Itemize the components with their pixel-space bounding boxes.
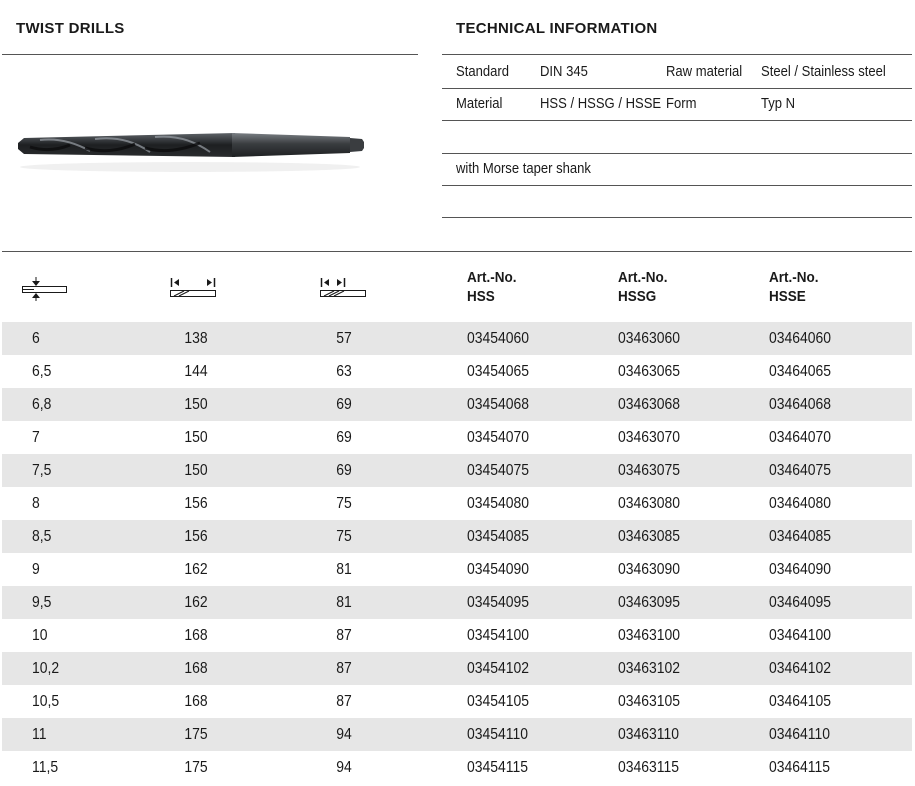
table-row (2, 652, 912, 685)
flute-length-cell: 87 (336, 693, 352, 710)
form-value: Typ N (761, 96, 796, 112)
flute-length-cell: 75 (336, 528, 352, 545)
raw-material-label: Raw material (666, 64, 743, 80)
diameter-cell: 11 (32, 726, 47, 743)
art-no-hssg-cell: 03463105 (618, 693, 681, 710)
art-no-hssg-cell: 03463065 (618, 363, 681, 380)
diameter-icon (22, 276, 70, 307)
total-length-cell: 150 (184, 429, 208, 446)
flute-length-cell: 94 (336, 759, 352, 776)
column-header-line: Art.-No. (769, 269, 819, 286)
art-no-hsse-cell: 03464102 (769, 660, 832, 677)
table-row (2, 322, 912, 355)
art-no-hss-cell: 03454090 (467, 561, 530, 578)
art-no-hss-cell: 03454100 (467, 627, 530, 644)
divider (2, 251, 912, 252)
standard-label: Standard (456, 64, 509, 80)
total-length-cell: 168 (184, 660, 208, 677)
art-no-hssg-cell: 03463060 (618, 330, 681, 347)
form-label: Form (666, 96, 697, 112)
column-header-hss (467, 268, 517, 306)
column-header-line: HSS (467, 288, 495, 305)
column-header-hssg (618, 268, 668, 306)
art-no-hsse-cell: 03464105 (769, 693, 832, 710)
art-no-hss-cell: 03454068 (467, 396, 530, 413)
divider (442, 120, 912, 121)
art-no-hssg-cell: 03463115 (618, 759, 680, 776)
table-row (2, 718, 912, 751)
diameter-cell: 10,5 (32, 693, 60, 710)
art-no-hsse-cell: 03464075 (769, 462, 832, 479)
art-no-hss-cell: 03454065 (467, 363, 530, 380)
flute-length-icon (320, 276, 368, 307)
art-no-hss-cell: 03454075 (467, 462, 530, 479)
diameter-cell: 7 (32, 429, 40, 446)
art-no-hss-cell: 03454095 (467, 594, 530, 611)
column-header-line: HSSE (769, 288, 806, 305)
art-no-hsse-cell: 03464110 (769, 726, 831, 743)
total-length-cell: 175 (184, 726, 208, 743)
material-label: Material (456, 96, 503, 112)
art-no-hss-cell: 03454102 (467, 660, 530, 677)
total-length-cell: 138 (184, 330, 208, 347)
diameter-cell: 11,5 (32, 759, 59, 776)
art-no-hsse-cell: 03464065 (769, 363, 832, 380)
art-no-hsse-cell: 03464080 (769, 495, 832, 512)
art-no-hssg-cell: 03463075 (618, 462, 681, 479)
drill-image (10, 95, 390, 205)
divider (442, 54, 912, 55)
total-length-cell: 162 (184, 594, 208, 611)
art-no-hssg-cell: 03463080 (618, 495, 681, 512)
total-length-cell: 144 (184, 363, 208, 380)
divider (442, 185, 912, 186)
flute-length-cell: 94 (336, 726, 352, 743)
art-no-hsse-cell: 03464085 (769, 528, 832, 545)
shank-note: with Morse taper shank (456, 161, 591, 177)
total-length-cell: 162 (184, 561, 208, 578)
art-no-hss-cell: 03454070 (467, 429, 530, 446)
art-no-hsse-cell: 03464090 (769, 561, 832, 578)
art-no-hsse-cell: 03464115 (769, 759, 831, 776)
divider (442, 88, 912, 89)
flute-length-cell: 81 (336, 594, 352, 611)
art-no-hsse-cell: 03464095 (769, 594, 832, 611)
diameter-cell: 10 (32, 627, 48, 644)
column-header-line: Art.-No. (467, 269, 517, 286)
art-no-hss-cell: 03454080 (467, 495, 530, 512)
standard-value: DIN 345 (540, 64, 588, 80)
twist-drill-icon (10, 95, 390, 205)
column-header-line: HSSG (618, 288, 657, 305)
table-row (2, 355, 912, 388)
art-no-hssg-cell: 03463100 (618, 627, 681, 644)
divider (2, 54, 418, 55)
diameter-cell: 8,5 (32, 528, 52, 545)
table-row (2, 586, 912, 619)
art-no-hsse-cell: 03464060 (769, 330, 832, 347)
art-no-hsse-cell: 03464100 (769, 627, 832, 644)
flute-length-cell: 69 (336, 462, 352, 479)
flute-length-cell: 87 (336, 660, 352, 677)
total-length-cell: 156 (184, 528, 208, 545)
section-title-twist-drills: TWIST DRILLS (16, 20, 125, 37)
drill-table (2, 322, 912, 784)
flute-length-cell: 81 (336, 561, 352, 578)
total-length-cell: 168 (184, 627, 208, 644)
diameter-cell: 6,5 (32, 363, 52, 380)
total-length-cell: 156 (184, 495, 208, 512)
art-no-hssg-cell: 03463110 (618, 726, 680, 743)
table-row (2, 388, 912, 421)
flute-length-cell: 63 (336, 363, 352, 380)
table-row (2, 619, 912, 652)
art-no-hss-cell: 03454110 (467, 726, 529, 743)
diameter-cell: 8 (32, 495, 40, 512)
flute-length-cell: 57 (336, 330, 352, 347)
flute-length-cell: 87 (336, 627, 352, 644)
diameter-cell: 6,8 (32, 396, 52, 413)
art-no-hssg-cell: 03463070 (618, 429, 681, 446)
material-value: HSS / HSSG / HSSE (540, 96, 662, 112)
table-row (2, 553, 912, 586)
art-no-hss-cell: 03454060 (467, 330, 530, 347)
total-length-cell: 175 (184, 759, 208, 776)
total-length-cell: 168 (184, 693, 208, 710)
divider (442, 217, 912, 218)
art-no-hssg-cell: 03463090 (618, 561, 681, 578)
art-no-hsse-cell: 03464068 (769, 396, 832, 413)
total-length-icon (170, 276, 218, 307)
total-length-cell: 150 (184, 396, 208, 413)
diameter-cell: 7,5 (32, 462, 52, 479)
diameter-cell: 10,2 (32, 660, 60, 677)
table-row (2, 487, 912, 520)
table-row (2, 751, 912, 784)
art-no-hss-cell: 03454085 (467, 528, 530, 545)
art-no-hss-cell: 03454105 (467, 693, 530, 710)
section-title-technical-information: TECHNICAL INFORMATION (456, 20, 658, 37)
flute-length-cell: 69 (336, 429, 352, 446)
art-no-hss-cell: 03454115 (467, 759, 529, 776)
flute-length-cell: 69 (336, 396, 352, 413)
column-header-line: Art.-No. (618, 269, 668, 286)
diameter-cell: 6 (32, 330, 40, 347)
art-no-hssg-cell: 03463068 (618, 396, 681, 413)
table-row (2, 520, 912, 553)
table-row (2, 421, 912, 454)
art-no-hssg-cell: 03463102 (618, 660, 681, 677)
diameter-cell: 9 (32, 561, 40, 578)
table-row (2, 454, 912, 487)
raw-material-value: Steel / Stainless steel (761, 64, 886, 80)
diameter-cell: 9,5 (32, 594, 52, 611)
total-length-cell: 150 (184, 462, 208, 479)
divider (442, 153, 912, 154)
flute-length-cell: 75 (336, 495, 352, 512)
table-row (2, 685, 912, 718)
art-no-hsse-cell: 03464070 (769, 429, 832, 446)
art-no-hssg-cell: 03463085 (618, 528, 681, 545)
art-no-hssg-cell: 03463095 (618, 594, 681, 611)
column-header-hsse (769, 268, 819, 306)
